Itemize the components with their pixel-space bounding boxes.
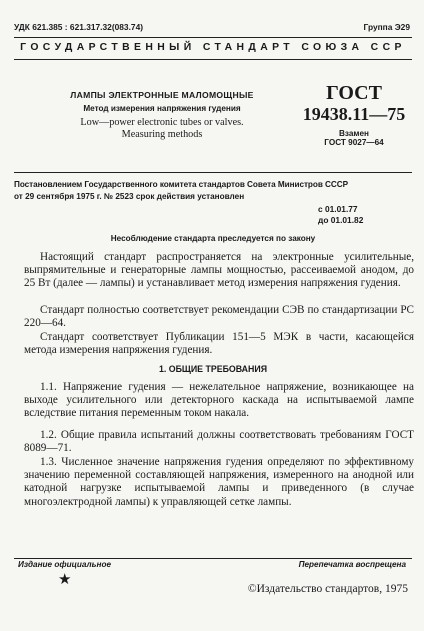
title-en-line1: Low—power electronic tubes or valves. xyxy=(80,117,244,128)
group-code: Группа Э29 xyxy=(363,22,410,32)
intro-paragraph-1: Настоящий стандарт распространяется на электронные усилительные, выпрямительные и генераторные лампы мощностью, рассеиваемой анодом, до 25 Вт (далее — лампы) и устанавливает метод измерения напряжения гудения. xyxy=(24,251,414,290)
intro-paragraph-3: Стандарт соответствует Публикации 151—5 МЭК в части, касающейся метода измерения напряжения гудения. xyxy=(24,331,414,357)
decree-line1: Постановлением Государственного комитета стандартов Совета Министров СССР xyxy=(14,180,349,189)
gost-id-block xyxy=(294,83,414,147)
effective-to: до 01.01.82 xyxy=(318,215,364,225)
top-rule xyxy=(14,37,412,38)
standard-org-banner: ГОСУДАРСТВЕННЫЙ СТАНДАРТ СОЮЗА ССР xyxy=(20,42,406,53)
clause-1-1: 1.1. Напряжение гудения — нежелательное напряжение, возникающее на выходе усилительного или детекторного каскада на испытываемой лампе вследствие питания переменным током накала. xyxy=(24,381,414,420)
section-title: 1. ОБЩИЕ ТРЕБОВАНИЯ xyxy=(158,364,268,374)
subtitle-ru: Метод измерения напряжения гудения xyxy=(83,104,241,113)
title-rule xyxy=(14,172,412,173)
effective-from: с 01.01.77 xyxy=(318,204,358,214)
title-ru: ЛАМПЫ ЭЛЕКТРОННЫЕ МАЛОМОЩНЫЕ xyxy=(70,90,254,100)
intro-paragraph-2: Стандарт полностью соответствует рекомендации СЭВ по стандартизации PC 220—64. xyxy=(24,304,414,330)
replaced-gost: ГОСТ 9027—64 xyxy=(324,138,384,147)
enforcement-note: Несоблюдение стандарта преследуется по закону xyxy=(110,234,316,243)
decree-line2: от 29 сентября 1975 г. № 2523 срок действия установлен xyxy=(14,192,245,201)
banner-rule xyxy=(14,59,412,60)
publisher-copyright: ©Издательство стандартов, 1975 xyxy=(247,583,408,595)
udk-code: УДК 621.385 : 621.317.32(083.74) xyxy=(14,22,144,32)
clause-1-2: 1.2. Общие правила испытаний должны соответствовать требованиям ГОСТ 8089—71. xyxy=(24,429,414,455)
title-en-line2: Measuring methods xyxy=(121,128,203,140)
title-block xyxy=(14,90,310,140)
gost-number: 19438.11—75 xyxy=(302,104,406,124)
gost-label: ГОСТ xyxy=(326,82,382,104)
clause-1-3: 1.3. Численное значение напряжения гудения определяют по эффективному значению переменной составляющей напряжения, измеренного на анодной или катодной нагрузке испытываемой лампы и приведенного (в случае многоэлектродной лампы) к управляющей сетке лампы. xyxy=(24,456,414,508)
official-edition: Издание официальное xyxy=(18,560,111,569)
footer-rule xyxy=(14,558,412,559)
reprint-prohibited: Перепечатка воспрещена xyxy=(298,560,406,569)
star-icon: ★ xyxy=(58,572,72,588)
replaced-label: Взамен xyxy=(339,129,369,138)
